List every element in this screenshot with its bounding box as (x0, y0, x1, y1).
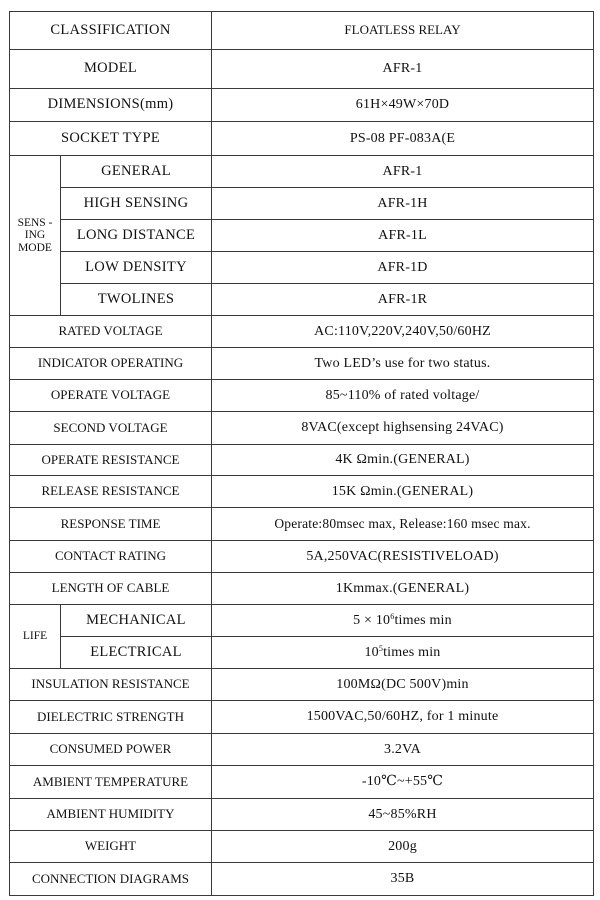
sensing-mode-label: LOW DENSITY (61, 252, 212, 284)
classification-label: CLASSIFICATION (10, 12, 212, 50)
table-row (10, 252, 594, 284)
table-row (10, 476, 594, 508)
table-row (10, 831, 594, 863)
table-row (10, 863, 594, 896)
table-row (10, 220, 594, 252)
table-row (10, 412, 594, 445)
spec-value: 1Kmmax.(GENERAL) (212, 573, 594, 605)
sensing-mode-label: HIGH SENSING (61, 188, 212, 220)
spec-label: LENGTH OF CABLE (10, 573, 212, 605)
spec-label: OPERATE RESISTANCE (10, 445, 212, 476)
spec-label: CONSUMED POWER (10, 734, 212, 766)
life-label: ELECTRICAL (61, 637, 212, 669)
spec-value: 15K Ωmin.(GENERAL) (212, 476, 594, 508)
spec-table (9, 11, 594, 896)
spec-label: WEIGHT (10, 831, 212, 863)
spec-value: 100MΩ(DC 500V)min (212, 669, 594, 701)
table-row (10, 156, 594, 188)
dimensions-value: 61H×49W×70D (212, 89, 594, 122)
table-row (10, 50, 594, 89)
life-group-label: LIFE (10, 605, 61, 669)
spec-label: RESPONSE TIME (10, 508, 212, 541)
table-row (10, 89, 594, 122)
spec-label: AMBIENT HUMIDITY (10, 799, 212, 831)
table-row (10, 445, 594, 476)
spec-value: 200g (212, 831, 594, 863)
spec-label: CONTACT RATING (10, 541, 212, 573)
table-row (10, 605, 594, 637)
spec-value: 85~110% of rated voltage/ (212, 380, 594, 412)
table-row (10, 799, 594, 831)
table-row (10, 348, 594, 380)
table-row (10, 508, 594, 541)
sensing-mode-value: AFR-1R (212, 284, 594, 316)
table-row (10, 284, 594, 316)
life-value: $10^5times$ min (212, 637, 594, 669)
table-row (10, 380, 594, 412)
table-row (10, 573, 594, 605)
table-row (10, 669, 594, 701)
spec-label: RATED VOLTAGE (10, 316, 212, 348)
classification-value: FLOATLESS RELAY (212, 12, 594, 50)
sensing-mode-label: GENERAL (61, 156, 212, 188)
spec-label: OPERATE VOLTAGE (10, 380, 212, 412)
spec-label: RELEASE RESISTANCE (10, 476, 212, 508)
life-label: MECHANICAL (61, 605, 212, 637)
socket-type-label: SOCKET TYPE (10, 122, 212, 156)
spec-value: 8VAC(except highsensing 24VAC) (212, 412, 594, 445)
table-row (10, 12, 594, 50)
table-row (10, 637, 594, 669)
spec-value: 45~85%RH (212, 799, 594, 831)
spec-value: AC:110V,220V,240V,50/60HZ (212, 316, 594, 348)
spec-value: Two LED’s use for two status. (212, 348, 594, 380)
spec-value: 1500VAC,50/60HZ, for 1 minute (212, 701, 594, 734)
table-row (10, 188, 594, 220)
table-row (10, 541, 594, 573)
sensing-mode-value: AFR-1L (212, 220, 594, 252)
spec-label: INDICATOR OPERATING (10, 348, 212, 380)
spec-label: INSULATION RESISTANCE (10, 669, 212, 701)
sensing-mode-label: TWOLINES (61, 284, 212, 316)
spec-value: 4K Ωmin.(GENERAL) (212, 445, 594, 476)
table-row (10, 122, 594, 156)
spec-value: -10℃~+55℃ (212, 766, 594, 799)
table-row (10, 766, 594, 799)
sensing-mode-value: AFR-1H (212, 188, 594, 220)
spec-value: Operate:80msec max, Release:160 msec max. (212, 508, 594, 541)
spec-value: 35B (212, 863, 594, 896)
spec-label: AMBIENT TEMPERATURE (10, 766, 212, 799)
table-row (10, 701, 594, 734)
life-value: $5 \times 10^6times$ min (212, 605, 594, 637)
table-row (10, 316, 594, 348)
dimensions-label: DIMENSIONS(mm) (10, 89, 212, 122)
sensing-mode-value: AFR-1 (212, 156, 594, 188)
model-label: MODEL (10, 50, 212, 89)
socket-type-value: PS-08 PF-083A(E (212, 122, 594, 156)
spec-value: 3.2VA (212, 734, 594, 766)
model-value: AFR-1 (212, 50, 594, 89)
sensing-mode-label: LONG DISTANCE (61, 220, 212, 252)
sensing-mode-group-label: SENS -ING MODE (10, 156, 61, 316)
table-row (10, 734, 594, 766)
spec-label: DIELECTRIC STRENGTH (10, 701, 212, 734)
spec-value: 5A,250VAC(RESISTIVELOAD) (212, 541, 594, 573)
spec-label: SECOND VOLTAGE (10, 412, 212, 445)
sensing-mode-value: AFR-1D (212, 252, 594, 284)
spec-label: CONNECTION DIAGRAMS (10, 863, 212, 896)
